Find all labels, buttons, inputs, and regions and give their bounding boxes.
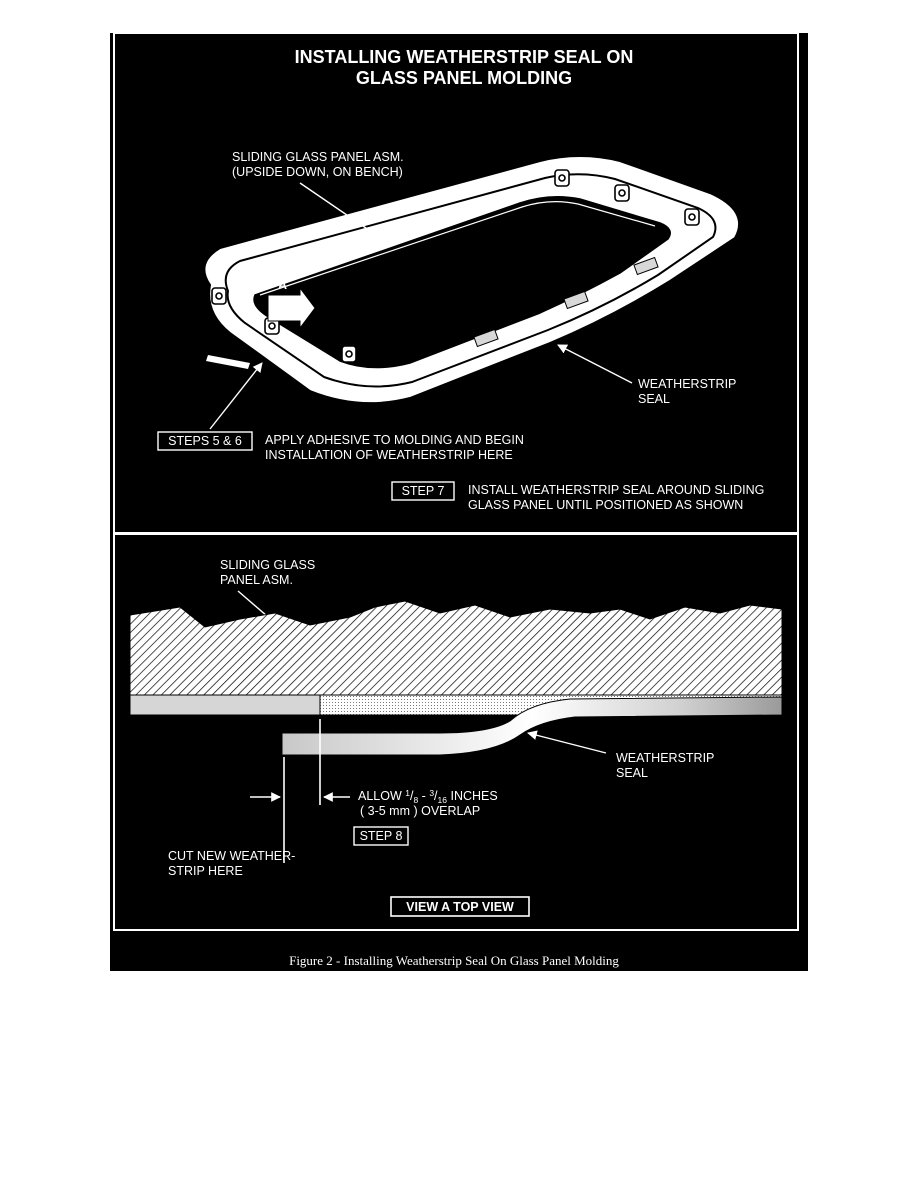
top-panel <box>114 33 798 533</box>
diagram-svg <box>110 33 808 971</box>
bottom-seal-label-line-2: SEAL <box>616 766 648 780</box>
bottom-seal-label-line-1: WEATHERSTRIP <box>616 751 715 765</box>
top-panel-label-line-2: (UPSIDE DOWN, ON BENCH) <box>232 165 403 179</box>
adhesive-start-marker <box>206 355 250 369</box>
view-label: VIEW A TOP VIEW <box>406 900 514 914</box>
steps-5-6-line-2: INSTALLATION OF WEATHERSTRIP HERE <box>265 448 513 462</box>
step-7-line-1: INSTALL WEATHERSTRIP SEAL AROUND SLIDING <box>468 483 765 497</box>
existing-weatherstrip <box>130 695 320 715</box>
top-panel-label-line-1: SLIDING GLASS PANEL ASM. <box>232 150 404 164</box>
cut-label-line-1: CUT NEW WEATHER- <box>168 849 296 863</box>
figure <box>110 33 808 971</box>
allow-overlap-line-1: ALLOW $^1/_8 - ^3/_{16}$ INCHES <box>358 788 498 805</box>
top-seal-label-line-1: WEATHERSTRIP <box>638 377 737 391</box>
glass-panel-section <box>130 601 782 695</box>
title-line-1: INSTALLING WEATHERSTRIP SEAL ON <box>294 47 634 67</box>
bottom-panel-label-line-2: PANEL ASM. <box>220 573 293 587</box>
cut-label-line-2: STRIP HERE <box>168 864 243 878</box>
allow-overlap-line-2: ( 3-5 mm ) OVERLAP <box>360 804 481 818</box>
seal-leader-line <box>558 345 632 383</box>
steps-5-6-box-label: STEPS 5 & 6 <box>168 434 242 448</box>
bottom-panel-label-line-1: SLIDING GLASS <box>220 558 316 572</box>
bottom-seal-leader-line <box>528 733 606 753</box>
step-7-box-label: STEP 7 <box>401 484 445 498</box>
arrow-a-label: A <box>278 278 288 292</box>
top-seal-label-line-2: SEAL <box>638 392 670 406</box>
bottom-panel <box>114 534 798 930</box>
figure-caption: Figure 2 - Installing Weatherstrip Seal On Glass Panel Molding <box>289 953 619 968</box>
title-line-2: GLASS PANEL MOLDING <box>355 68 573 88</box>
steps-5-6-line-1: APPLY ADHESIVE TO MOLDING AND BEGIN <box>265 433 524 447</box>
step-7-line-2: GLASS PANEL UNTIL POSITIONED AS SHOWN <box>468 498 744 512</box>
step-8-box-label: STEP 8 <box>359 829 403 843</box>
steps-5-6-leader-line <box>210 363 262 429</box>
